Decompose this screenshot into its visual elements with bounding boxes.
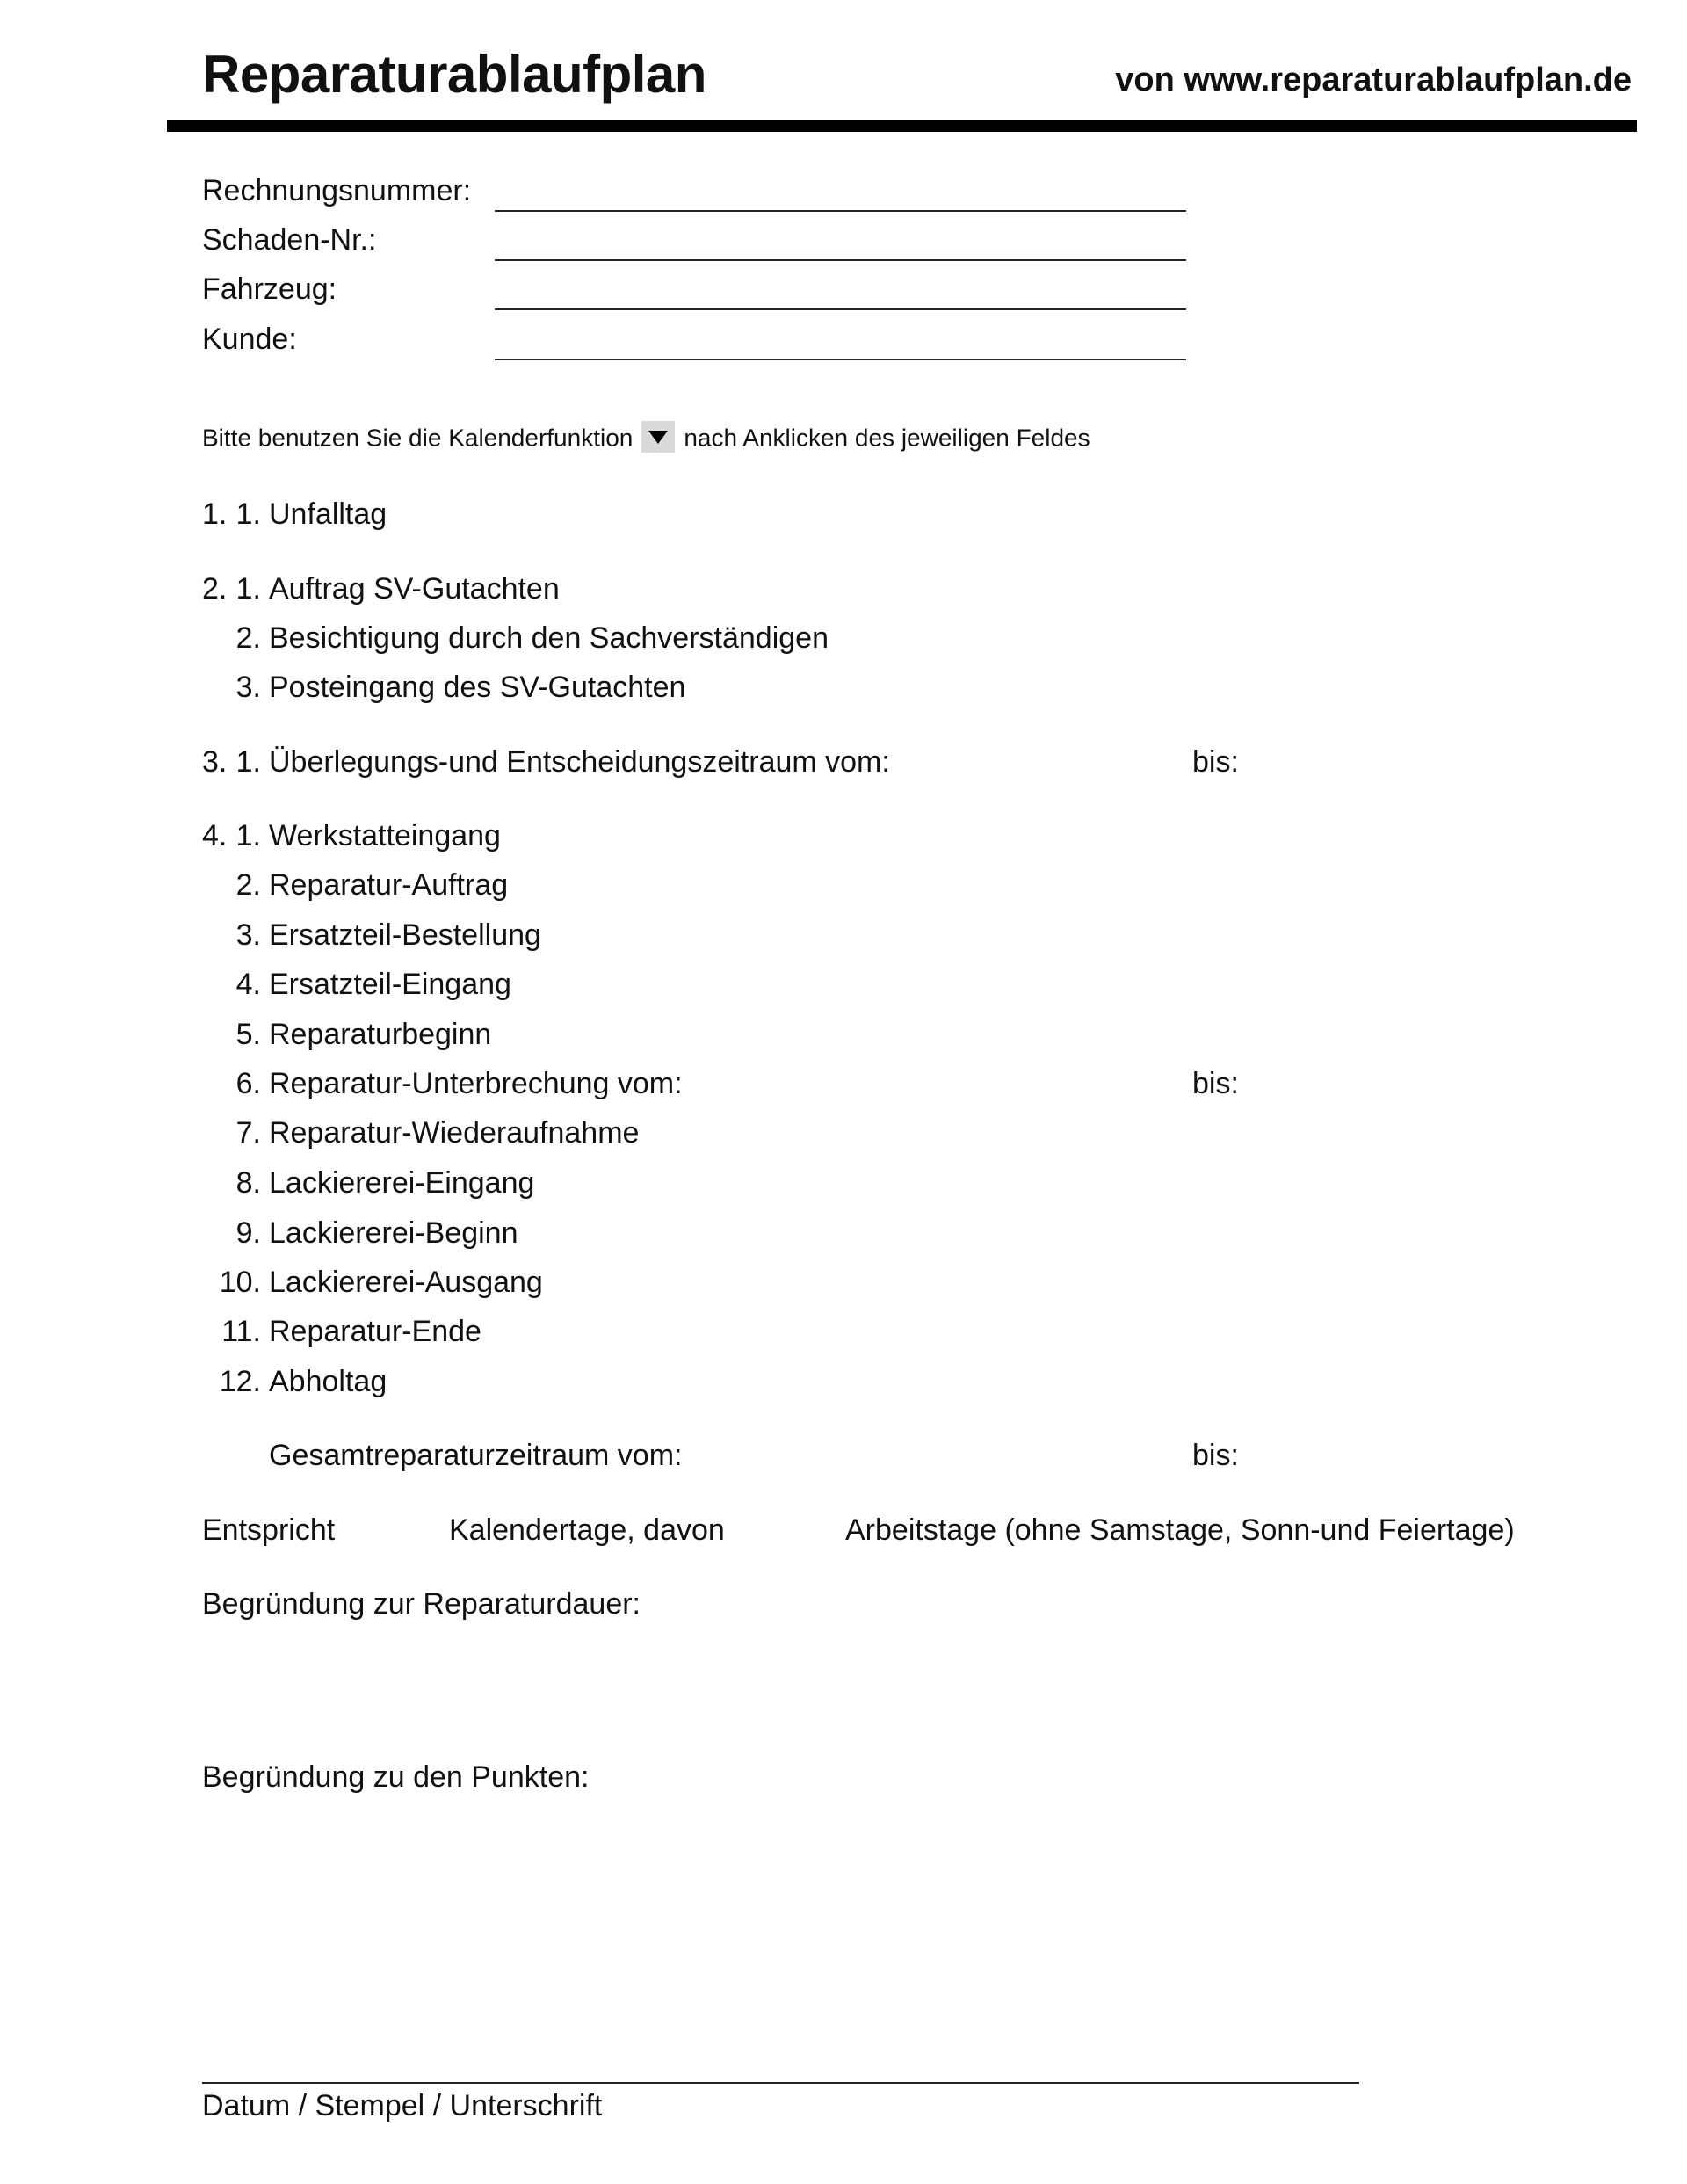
section-4-item-11-label: Reparatur-Ende — [269, 1315, 481, 1348]
section-4-item-3-number: 3. — [235, 918, 261, 952]
section-2-item-3-label: Posteingang des SV-Gutachten — [269, 671, 686, 704]
section-4-item-4-label: Ersatzteil-Eingang — [269, 968, 511, 1001]
section-4-item-1-number: 1. — [235, 819, 261, 853]
section-1-number: 1. — [202, 497, 228, 531]
section-4-item-6-number: 6. — [235, 1067, 261, 1100]
input-kunde[interactable] — [495, 359, 1186, 360]
section-4-item-12-number: 12. — [219, 1365, 261, 1398]
summary-kalendertage: Kalendertage, davon — [449, 1513, 725, 1547]
section-4-number: 4. — [202, 819, 228, 853]
section-4-item-9-number: 9. — [235, 1216, 261, 1250]
section-4-item-9-label: Lackiererei-Beginn — [269, 1216, 518, 1250]
section-2-item-1-label: Auftrag SV-Gutachten — [269, 572, 560, 606]
section-4-item-1-label: Werkstatteingang — [269, 819, 501, 853]
section-4-item-2-label: Reparatur-Auftrag — [269, 868, 509, 902]
summary-arbeitstage: Arbeitstage (ohne Samstage, Sonn-und Feiertage) — [845, 1513, 1515, 1547]
header-divider — [167, 120, 1637, 132]
section-4-item-2-number: 2. — [235, 868, 261, 902]
section-4-item-4-number: 4. — [235, 968, 261, 1001]
section-4-item-8-number: 8. — [235, 1166, 261, 1200]
section-4-item-12-label: Abholtag — [269, 1365, 387, 1398]
section-3-item-1-bis: bis: — [1192, 745, 1239, 779]
signature-label: Datum / Stempel / Unterschrift — [202, 2089, 603, 2122]
dropdown-triangle-icon — [641, 421, 675, 453]
page-title: Reparaturablaufplan — [202, 45, 706, 104]
section-3-item-1-label: Überlegungs-und Entscheidungszeitraum vom: — [269, 745, 890, 779]
summary-entspricht: Entspricht — [202, 1513, 336, 1547]
input-rechnungsnummer[interactable] — [495, 210, 1186, 212]
input-schaden-nr[interactable] — [495, 259, 1186, 261]
total-period-label: Gesamtreparaturzeitraum vom: — [269, 1439, 683, 1472]
reason-points-label: Begründung zu den Punkten: — [202, 1760, 590, 1794]
hint-text-after: nach Anklicken des jeweiligen Feldes — [684, 424, 1090, 452]
input-fahrzeug[interactable] — [495, 308, 1186, 310]
section-4-item-10-label: Lackiererei-Ausgang — [269, 1266, 543, 1299]
section-2-number: 2. — [202, 572, 228, 606]
website-link[interactable]: von www.reparaturablaufplan.de — [1115, 62, 1632, 98]
section-4-item-7-number: 7. — [235, 1116, 261, 1150]
section-4-item-11-number: 11. — [221, 1315, 261, 1348]
section-2-item-3-number: 3. — [235, 671, 261, 704]
field-label-rechnungsnummer: Rechnungsnummer: — [202, 174, 472, 207]
field-label-fahrzeug: Fahrzeug: — [202, 272, 337, 306]
section-4-item-5-number: 5. — [235, 1018, 261, 1051]
section-3-item-1-number: 1. — [235, 745, 261, 779]
section-4-item-10-number: 10. — [219, 1266, 261, 1299]
reason-duration-label: Begründung zur Reparaturdauer: — [202, 1587, 641, 1621]
calendar-hint — [202, 424, 1090, 455]
field-label-schaden-nr: Schaden-Nr.: — [202, 223, 377, 257]
section-3-number: 3. — [202, 745, 228, 779]
section-4-item-3-label: Ersatzteil-Bestellung — [269, 918, 541, 952]
section-1-item-1-label: Unfalltag — [269, 497, 387, 531]
section-2-item-1-number: 1. — [235, 572, 261, 606]
section-1-item-1-number: 1. — [235, 497, 261, 531]
section-4-item-6-label: Reparatur-Unterbrechung vom: — [269, 1067, 683, 1100]
signature-line[interactable] — [202, 2082, 1359, 2084]
section-4-item-8-label: Lackiererei-Eingang — [269, 1166, 535, 1200]
section-4-item-6-bis: bis: — [1192, 1067, 1239, 1100]
field-label-kunde: Kunde: — [202, 323, 297, 356]
section-4-item-7-label: Reparatur-Wiederaufnahme — [269, 1116, 640, 1150]
hint-text-before: Bitte benutzen Sie die Kalenderfunktion — [202, 424, 634, 452]
total-period-bis: bis: — [1192, 1439, 1239, 1472]
section-2-item-2-number: 2. — [235, 621, 261, 655]
section-2-item-2-label: Besichtigung durch den Sachverständigen — [269, 621, 829, 655]
section-4-item-5-label: Reparaturbeginn — [269, 1018, 492, 1051]
